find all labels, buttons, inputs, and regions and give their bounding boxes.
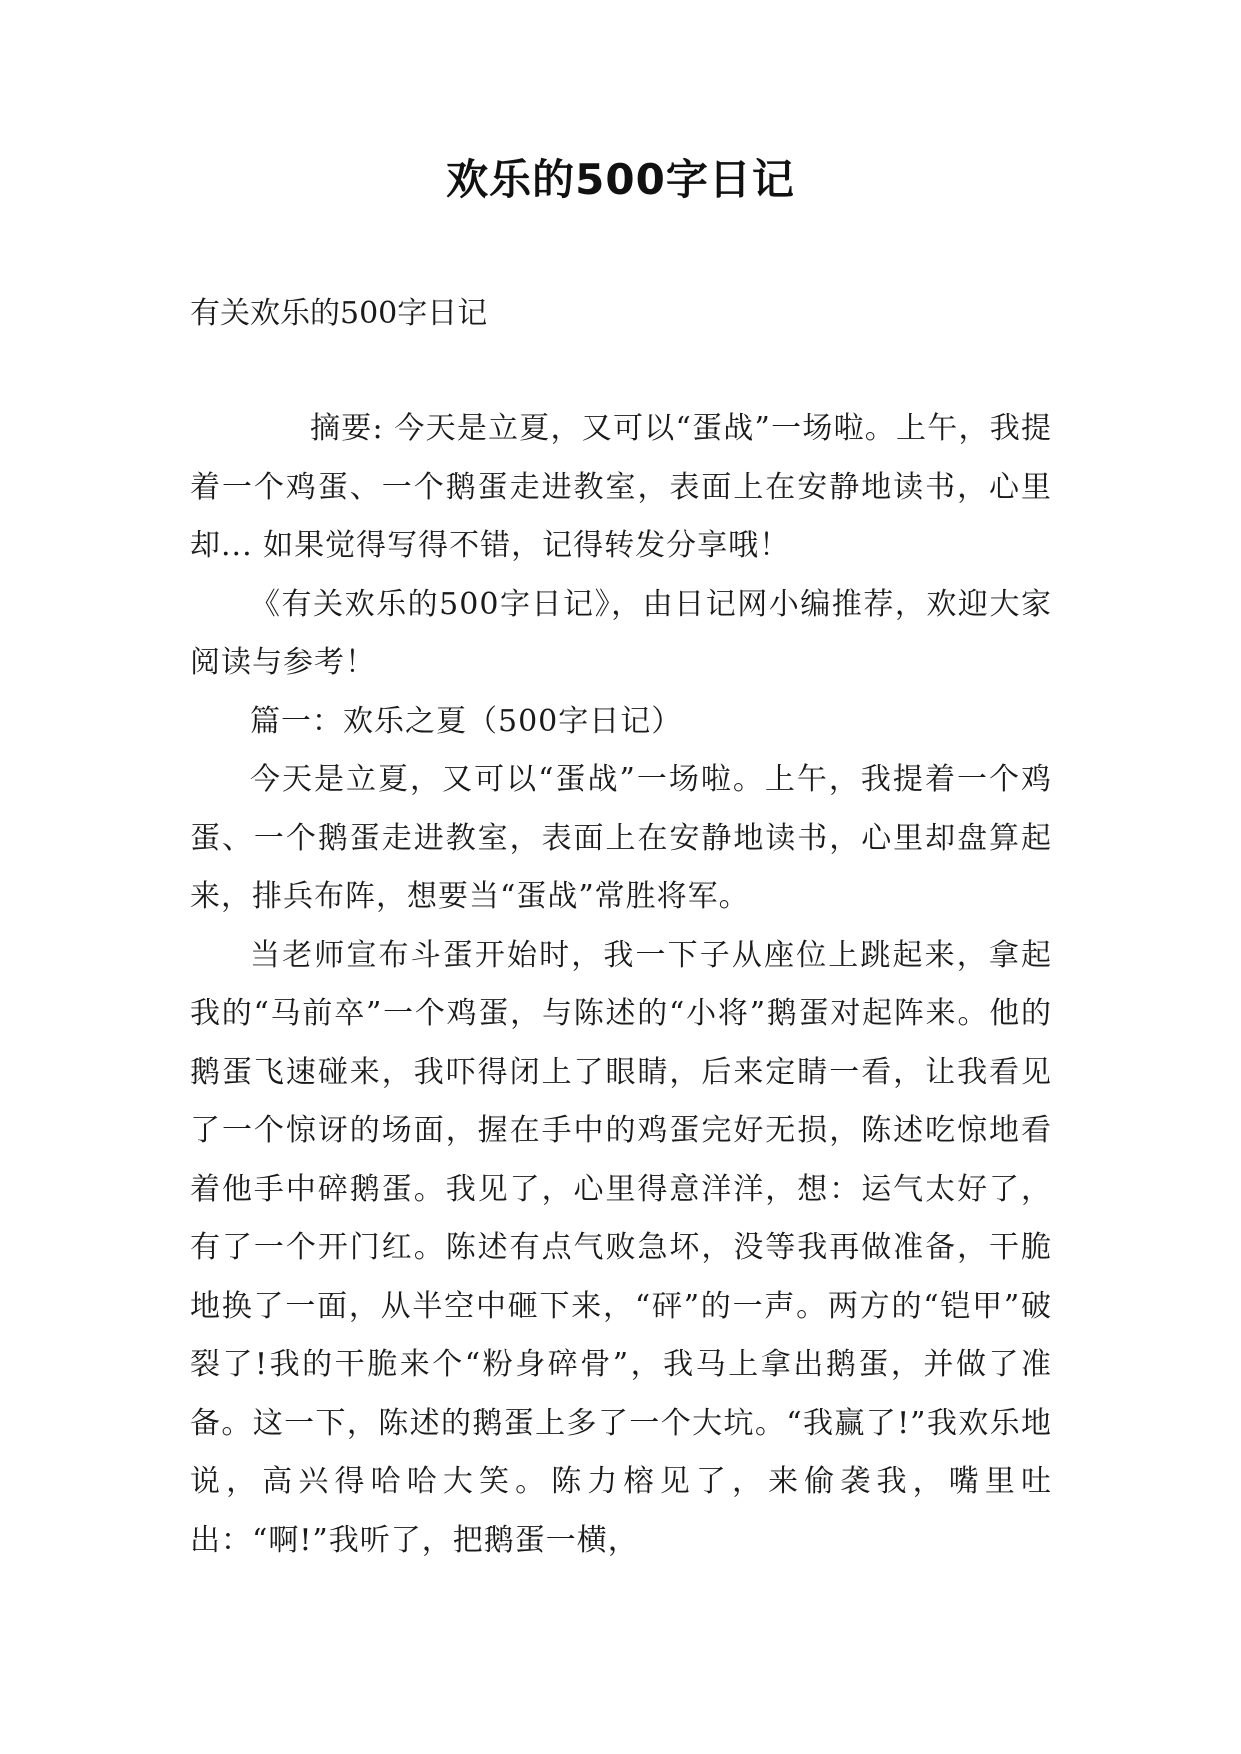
body-paragraph: 今天是立夏，又可以“蛋战”一场啦。上午，我提着一个鸡蛋、一个鹅蛋走进教室，表面上在安静地读书，心里却盘算起来，排兵布阵，想要当“蛋战”常胜将军。 <box>190 762 1052 914</box>
summary-paragraph: 摘要: 今天是立夏，又可以“蛋战”一场啦。上午，我提着一个鸡蛋、一个鹅蛋走进教室，表面上在安静地读书，心里却... 如果觉得写得不错，记得转发分享哦！ <box>190 411 1052 563</box>
recommendation-paragraph: 《有关欢乐的500字日记》，由日记网小编推荐，欢迎大家阅读与参考！ <box>190 586 1052 680</box>
document-title: 欢乐的500字日记 <box>446 155 795 204</box>
section-heading: 篇一：欢乐之夏（500字日记） <box>250 703 683 739</box>
document-subtitle: 有关欢乐的500字日记 <box>190 296 488 331</box>
body-paragraph: 当老师宣布斗蛋开始时，我一下子从座位上跳起来，拿起我的“马前卒”一个鸡蛋，与陈述的“小将”鹅蛋对起阵来。他的鹅蛋飞速碰来，我吓得闭上了眼睛，后来定睛一看，让我看见了一个惊讶的场面，握在手中的鸡蛋完好无损，陈述吃惊地看着他手中碎鹅蛋。我见了，心里得意洋洋，想：运气太好了，有了一个开门红。陈述有点气败急坏，没等我再做准备，干脆地换了一面，从半空中砸下来，“砰”的一声。两方的“铠甲”破裂了!我的干脆来个“粉身碎骨”，我马上拿出鹅蛋，并做了准备。这一下，陈述的鹅蛋上多了一个大坑。“我赢了!”我欢乐地说，高兴得哈哈大笑。陈力榕见了，来偷袭我，嘴里吐出：“啊!”我听了，把鹅蛋一横， <box>190 937 1052 1558</box>
document-body <box>190 400 1052 1570</box>
